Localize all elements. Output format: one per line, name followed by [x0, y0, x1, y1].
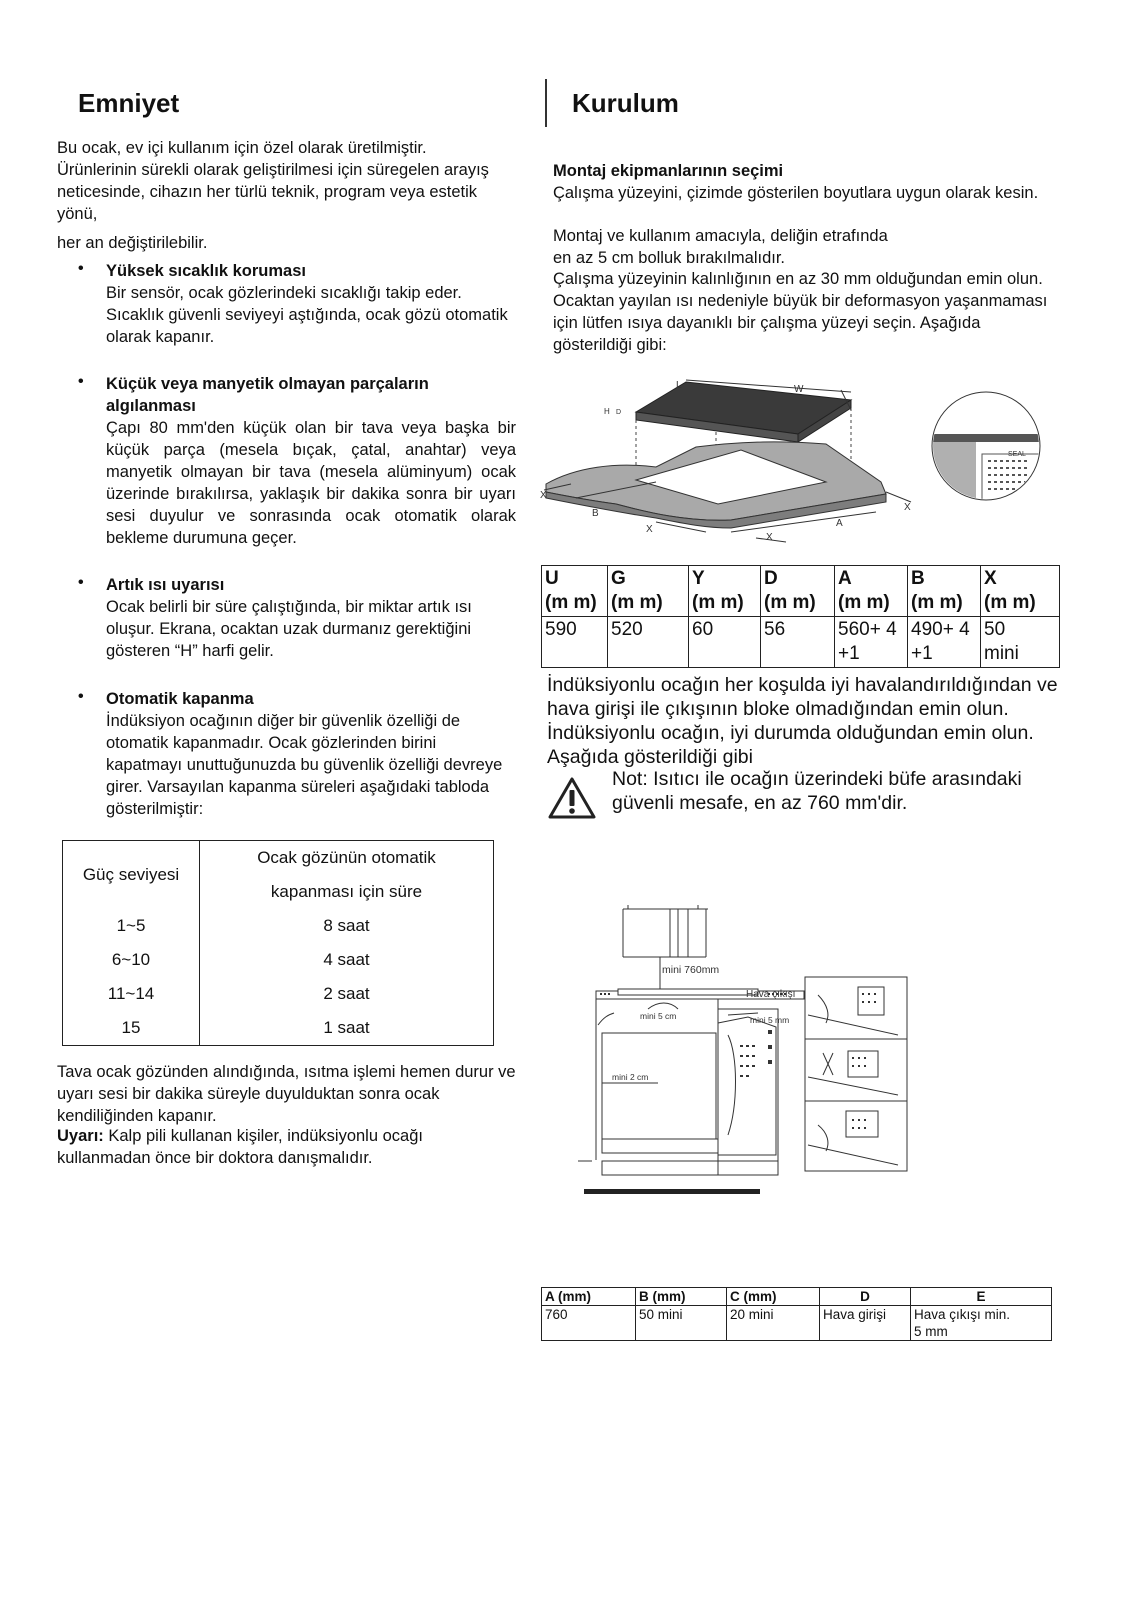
- diagram-label-a: A: [836, 518, 843, 529]
- dim-value: 590: [542, 617, 608, 668]
- diagram-label-x: X: [904, 502, 911, 513]
- diagram-label-x: X: [646, 524, 653, 535]
- ventilation-text: İndüksiyonlu ocağın her koşulda iyi havalandırıldığından ve hava girişi ile çıkışının bloke olmadığından emin olun. İndüksiyonlu ocağın, iyi durumda olduğundan emin olun. Aşağıda gösterildiği gibi: [547, 674, 1058, 768]
- shutoff-time-cell: 8 saat: [323, 916, 370, 935]
- warning-triangle-icon: [547, 776, 597, 820]
- dim-value: 520: [608, 617, 689, 668]
- safety-intro-cont: her an değiştirilebilir.: [57, 234, 208, 252]
- bullet-title-high-temp: Yüksek sıcaklık koruması: [106, 262, 306, 280]
- clearance-table: [541, 1287, 1052, 1341]
- floor: [584, 1189, 760, 1194]
- col-header-c: C (mm): [727, 1288, 820, 1306]
- mounting-section-title: Montaj ekipmanlarının seçimi: [553, 162, 784, 180]
- col-header-d: D: [820, 1288, 911, 1306]
- cell-b: 50 mini: [636, 1306, 727, 1341]
- bullet-text-residual-heat: Ocak belirli bir süre çalıştığında, bir miktar artık ısı oluşur. Ekrana, ocaktan uzak durmanız gerektiğini gösteren “H” harfi gelir.: [106, 598, 472, 660]
- dim-header: B (m m): [908, 566, 981, 617]
- column-divider: [545, 79, 547, 127]
- dim-value: 490+ 4 +1: [908, 617, 981, 668]
- diagram-label-d: D: [616, 409, 622, 416]
- dim-value: 560+ 4 +1: [835, 617, 908, 668]
- diagram-label-w: W: [794, 384, 804, 395]
- table-row: [63, 977, 494, 1011]
- bullet-title-small-items: Küçük veya manyetik olmayan parçaların algılanması: [106, 375, 429, 415]
- bullet-marker: •: [78, 688, 84, 705]
- dim-header: D (m m): [761, 566, 835, 617]
- mounting-text-3: en az 5 cm bolluk bırakılmalıdır.: [553, 249, 786, 267]
- shutoff-time-cell: 2 saat: [323, 984, 370, 1003]
- bullet-marker: •: [78, 574, 84, 591]
- cell-a: 760: [542, 1306, 636, 1341]
- power-level-cell: 1~5: [63, 909, 200, 943]
- warning-text: Kalp pili kullanan kişiler, indüksiyonlu ocağı kullanmadan önce bir doktora danışmalıdır.: [57, 1127, 423, 1167]
- dim-value: 50 mini: [981, 617, 1060, 668]
- installation-diagram: [578, 905, 912, 1200]
- dim-header: Y (m m): [689, 566, 761, 617]
- diagram-label-b: B: [592, 508, 599, 519]
- shutoff-time-table: [62, 840, 494, 1046]
- power-level-cell: 15: [63, 1011, 200, 1046]
- label-mini-2cm: mini 2 cm: [612, 1072, 649, 1082]
- bullet-title-residual-heat: Artık ısı uyarısı: [106, 576, 225, 594]
- label-mini-760mm: mini 760mm: [662, 964, 720, 976]
- col-header-shutoff-time-line2: kapanması için süre: [270, 882, 423, 901]
- warning-label: Uyarı:: [57, 1127, 104, 1145]
- label-air-outlet: Hava çıkışı: [746, 989, 796, 1000]
- col-header-power-level: Güç seviyesi: [63, 841, 200, 910]
- power-level-cell: 11~14: [63, 977, 200, 1011]
- cutout-diagram: [536, 372, 1048, 548]
- bullet-text-small-items: Çapı 80 mm'den küçük olan bir tava veya başka bir küçük parça (mesela bıçak, çatal, anahtar) veya manyetik olmayan bir tava (mesela alüminyum) ocak üzerinde bırakılırsa, yaklaşık bir dakika sonra bir uyarı sesi duyulur ve sonrasında ocak otomatik olarak bekleme durumuna geçer.: [106, 419, 516, 547]
- bullet-marker: •: [78, 260, 84, 277]
- pan-removed-text: Tava ocak gözünden alındığında, ısıtma işlemi hemen durur ve uyarı sesi bir dakika süreyle duyulduktan sonra ocak kendiliğinden kapanır.: [57, 1063, 516, 1125]
- safety-distance-note: Not: Isıtıcı ile ocağın üzerindeki büfe arasındaki güvenli mesafe, en az 760 mm'dir.: [612, 768, 1022, 814]
- label-mini-5mm: mini 5 mm: [750, 1015, 790, 1025]
- table-row: [63, 943, 494, 977]
- mounting-text-4: Çalışma yüzeyinin kalınlığının en az 30 mm olduğundan emin olun. Ocaktan yayılan ısı nedeniyle büyük bir deformasyon yaşanmaması için lütfen ısıya dayanıklı bir çalışma yüzeyi seçin. Aşağıda gösterildiği gibi:: [553, 270, 1048, 354]
- diagram-label-x: X: [766, 532, 773, 543]
- safety-intro: Bu ocak, ev içi kullanım için özel olarak üretilmiştir. Ürünlerinin sürekli olarak geliştirilmesi için süregelen arayış neticesinde, cihazın her türlü teknik, program veya estetik yönü,: [57, 139, 489, 223]
- table-header-row: [542, 1288, 1052, 1306]
- table-row: [63, 909, 494, 943]
- mounting-text-2: Montaj ve kullanım amacıyla, deliğin etrafında: [553, 227, 888, 245]
- diagram-label-x: X: [540, 490, 547, 501]
- cell-e: Hava çıkışı min. 5 mm: [911, 1306, 1052, 1341]
- installation-title: Kurulum: [572, 88, 679, 118]
- bullet-text-auto-off: İndüksiyon ocağının diğer bir güvenlik özelliği de otomatik kapanmadır. Ocak gözlerinden birini kapatmayı unuttuğunuzda bu güvenlik özelliği devreye girer. Varsayılan kapanma süreleri aşağıdaki tabloda gösterilmiştir:: [106, 712, 503, 818]
- col-header-a: A (mm): [542, 1288, 636, 1306]
- mounting-text-1: Çalışma yüzeyini, çizimde gösterilen boyutlara uygun olarak kesin.: [553, 184, 1039, 202]
- label-mini-5cm: mini 5 cm: [640, 1011, 677, 1021]
- diagram-label-l: L: [676, 380, 682, 391]
- col-header-shutoff-time-line1: Ocak gözünün otomatik: [257, 848, 436, 867]
- dim-value: 60: [689, 617, 761, 668]
- dim-value: 56: [761, 617, 835, 668]
- diagram-label-seal: SEAL: [1008, 451, 1026, 458]
- dim-header: U (m m): [542, 566, 608, 617]
- table-row: [542, 617, 1060, 668]
- safety-title: Emniyet: [78, 88, 180, 118]
- dim-header: G (m m): [608, 566, 689, 617]
- power-level-cell: 6~10: [63, 943, 200, 977]
- bullet-text-high-temp: Bir sensör, ocak gözlerindeki sıcaklığı takip eder. Sıcaklık güvenli seviyeyi aştığında, ocak gözü otomatik olarak kapanır.: [106, 284, 508, 346]
- col-header-b: B (mm): [636, 1288, 727, 1306]
- table-row: [542, 1306, 1052, 1341]
- dim-header: A (m m): [835, 566, 908, 617]
- cell-d: Hava girişi: [820, 1306, 911, 1341]
- shutoff-time-cell: 4 saat: [323, 950, 370, 969]
- bullet-title-auto-off: Otomatik kapanma: [106, 690, 254, 708]
- pacemaker-warning: [57, 1125, 507, 1169]
- cell-c: 20 mini: [727, 1306, 820, 1341]
- table-header-row: [542, 566, 1060, 617]
- diagram-label-h: H: [604, 407, 610, 416]
- bullet-marker: •: [78, 373, 84, 390]
- shutoff-time-cell: 1 saat: [323, 1018, 370, 1037]
- dim-header: X (m m): [981, 566, 1060, 617]
- col-header-e: E: [911, 1288, 1052, 1306]
- dimension-table: [541, 565, 1060, 668]
- table-row: [63, 1011, 494, 1046]
